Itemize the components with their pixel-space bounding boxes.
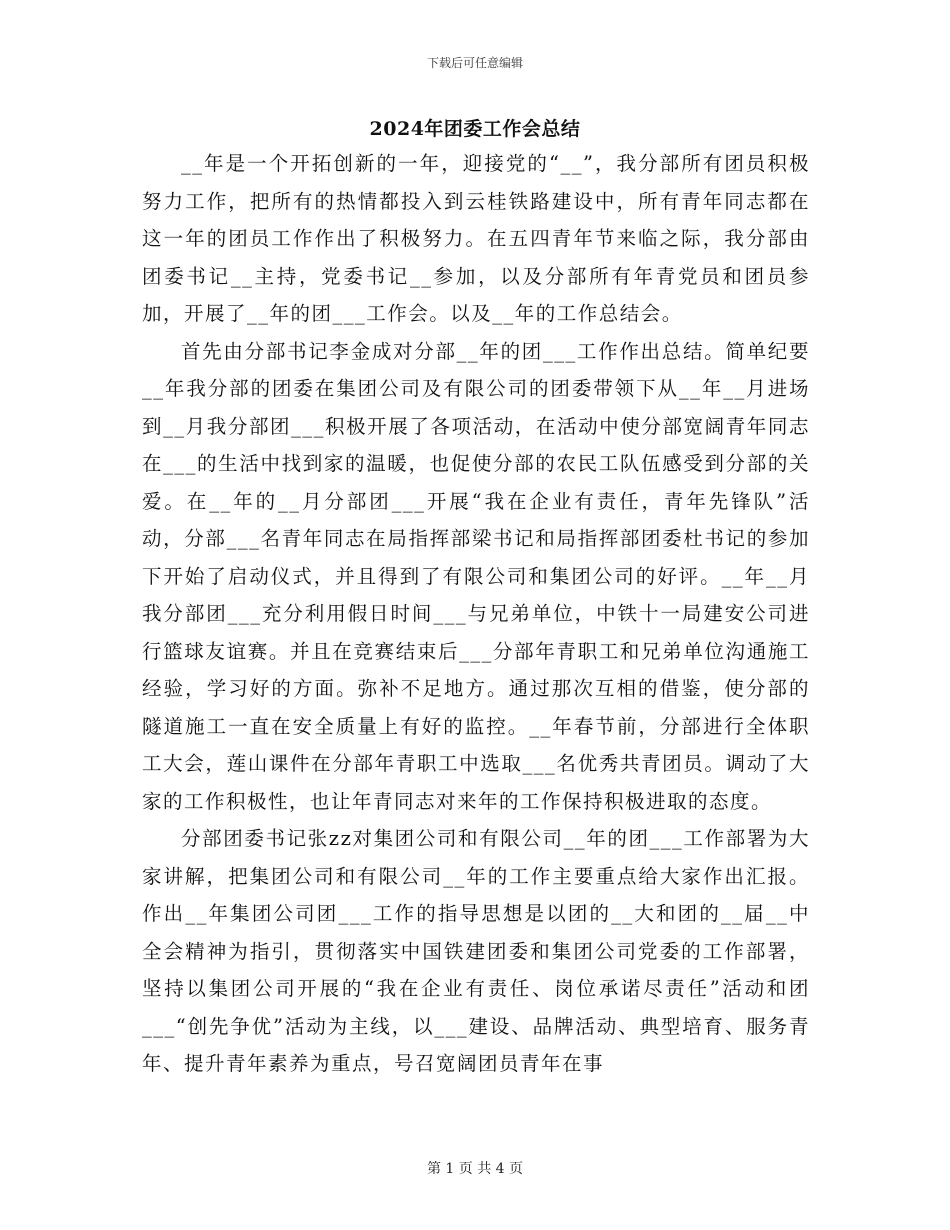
header-note: 下载后可任意编辑 [426,56,523,70]
document-body [142,145,810,1083]
page-number: 第 1 页 共 4 页 [426,1161,524,1177]
paragraph: 分部团委书记张zz对集团公司和有限公司__年的团___工作部署为大家讲解，把集团公司和有限公司__年的工作主要重点给大家作出汇报。作出__年集团公司团___工作的指导思想是以团的__大和团的__届__中全会精神为指引，贯彻落实中国铁建团委和集团公司党委的工作部署，坚持以集团公司开展的“我在企业有责任、岗位承诺尽责任”活动和团___“创先争优”活动为主线，以___建设、品牌活动、典型培育、服务青年、提升青年素养为重点，号召宽阔团员青年在事 [142,827,810,1075]
paragraph: __年是一个开拓创新的一年，迎接党的“__”，我分部所有团员积极努力工作，把所有的热情都投入到云桂铁路建设中，所有青年同志都在这一年的团员工作作出了积极努力。在五四青年节来临之际，我分部由团委书记__主持，党委书记__参加，以及分部所有年青党员和团员参加，开展了__年的团___工作会。以及__年的工作总结会。 [142,152,810,325]
document-title: 2024年团委工作会总结 [369,118,581,140]
paragraph: 首先由分部书记李金成对分部__年的团___工作作出总结。简单纪要__年我分部的团委在集团公司及有限公司的团委带领下从__年__月进场到__月我分部团___积极开展了各项活动，在活动中使分部宽阔青年同志在___的生活中找到家的温暖，也促使分部的农民工队伍感受到分部的关爱。在__年的__月分部团___开展“我在企业有责任，青年先锋队”活动，分部___名青年同志在局指挥部梁书记和局指挥部团委杜书记的参加下开始了启动仪式，并且得到了有限公司和集团公司的好评。__年__月我分部团___充分利用假日时间___与兄弟单位，中铁十一局建安公司进行篮球友谊赛。并且在竞赛结束后___分部年青职工和兄弟单位沟通施工经验，学习好的方面。弥补不足地方。通过那次互相的借鉴，使分部的隧道施工一直在安全质量上有好的监控。__年春节前，分部进行全体职工大会，莲山课件在分部年青职工中选取___名优秀共青团员。调动了大家的工作积极性，也让年青同志对来年的工作保持积极进取的态度。 [142,339,810,813]
